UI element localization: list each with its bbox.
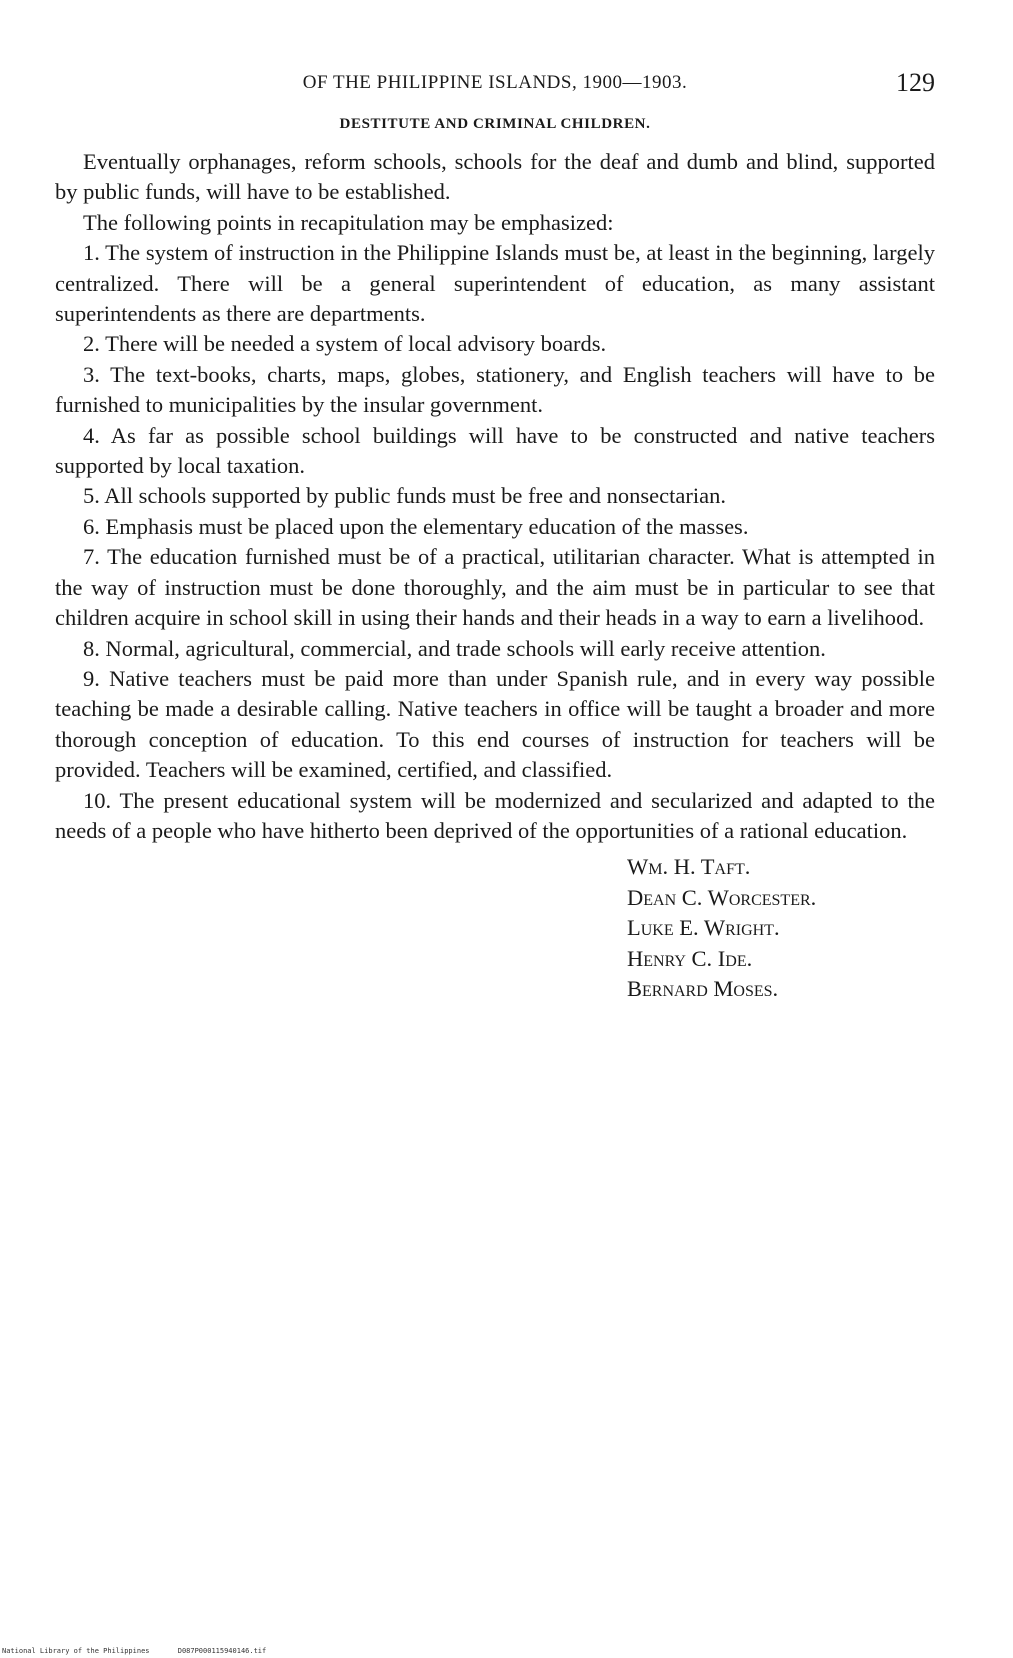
footer-library: National Library of the Philippines: [2, 1647, 150, 1655]
page-number: 129: [896, 68, 935, 97]
scan-footer: [2, 1647, 266, 1655]
section-heading: DESTITUTE AND CRIMINAL CHILDREN.: [339, 116, 651, 132]
point-1: 1. The system of instruction in the Philippine Islands must be, at least in the beginning, largely centralized. There will be a general superintendent of education, as many assistant superintendents as there are departments.: [55, 240, 935, 327]
point-5: 5. All schools supported by public funds must be free and nonsectarian.: [83, 483, 726, 509]
point-10: 10. The present educational system will be modernized and secularized and adapted to the needs of a people who have hitherto been deprived of the opportunities of a rational education.: [55, 787, 935, 843]
point-8: 8. Normal, agricultural, commercial, and trade schools will early receive attention.: [83, 635, 826, 661]
signature-wright: Luke E. Wright.: [627, 915, 780, 941]
signature-ide: Henry C. Ide.: [627, 945, 753, 971]
document-page: [55, 62, 935, 1004]
signature-taft: Wm. H. Taft.: [627, 854, 751, 880]
running-title: OF THE PHILIPPINE ISLANDS, 1900—1903.: [302, 72, 688, 93]
point-3: 3. The text-books, charts, maps, globes, stationery, and English teachers will have to be furnished to municipalities by the insular government.: [55, 361, 935, 418]
point-6: 6. Emphasis must be placed upon the elementary education of the masses.: [83, 513, 749, 539]
signature-moses: Bernard Moses.: [627, 975, 779, 1001]
body-text: [55, 147, 935, 846]
running-head: [55, 62, 935, 102]
paragraph-orphanages: Eventually orphanages, reform schools, schools for the deaf and dumb and blind, supported by public funds, will have to be established.: [55, 149, 935, 205]
point-4: 4. As far as possible school buildings will have to be constructed and native teachers supported by local taxation.: [55, 422, 935, 479]
signature-block: [627, 852, 935, 1004]
footer-file-id: D087P000115940146.tif: [177, 1647, 267, 1655]
point-2: 2. There will be needed a system of local advisory boards.: [83, 331, 607, 357]
point-9: 9. Native teachers must be paid more than under Spanish rule, and in every way possible teaching be made a desirable calling. Native teachers in office will be taught a broader and more thorough conception of education. To this end courses of instruction for teachers will be provided. Teachers will be examined, certified, and classified.: [55, 665, 935, 783]
point-7: 7. The education furnished must be of a practical, utilitarian character. What is attempted in the way of instruction must be done thoroughly, and the aim must be in particular to see that children acquire in school skill in using their hands and their heads in a way to earn a livelihood.: [55, 544, 935, 631]
signature-worcester: Dean C. Worcester.: [627, 884, 817, 910]
paragraph-recapitulation-intro: The following points in recapitulation may be emphasized:: [83, 209, 614, 235]
